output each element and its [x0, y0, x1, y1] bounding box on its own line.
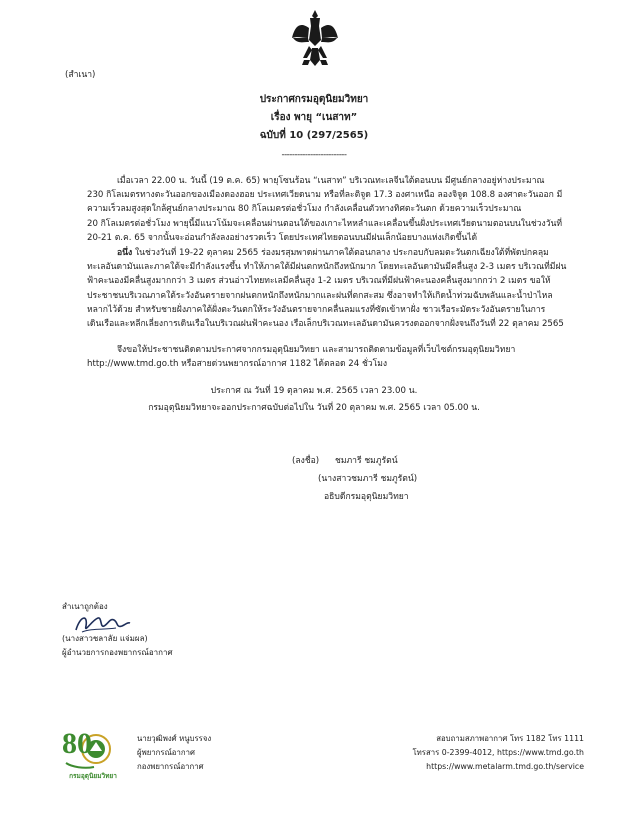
- logo-number: 80: [62, 727, 92, 760]
- certified-label: สำเนาถูกต้อง: [62, 602, 108, 611]
- garuda-emblem: [290, 8, 340, 70]
- announced-datetime: ประกาศ ณ วันที่ 19 ตุลาคม พ.ศ. 2565 เวลา 23.00 น.: [210, 386, 418, 396]
- paragraph-line: ทะเลอันดามันและภาคใต้จะมีกำลังแรงขึ้น ทำให้ภาคใต้มีฝนตกหนักถึงหนักมาก โดยทะเลอันดามันมีคลื่นสูง 2-3 เมตร บริเวณที่มีฝน: [87, 262, 567, 273]
- paragraph-line: เมื่อเวลา 22.00 น. วันนี้ (19 ต.ค. 65) พายุโซนร้อน “เนสาท” บริเวณทะเลจีนใต้ตอนบน มีศูนย์กลางอยู่ห่างประมาณ: [117, 176, 545, 186]
- next-issue-notice: กรมอุตุนิยมวิทยาจะออกประกาศฉบับต่อไปใน วันที่ 20 ตุลาคม พ.ศ. 2565 เวลา 05.00 น.: [148, 403, 480, 413]
- forecaster-name: นายวุฒิพงศ์ หนูบรรจง: [137, 734, 212, 743]
- signatory-position: อธิบดีกรมอุตุนิยมวิทยา: [324, 492, 409, 502]
- title-divider: -------------------------: [281, 150, 347, 160]
- announcement-subject: เรื่อง พายุ “เนสาท”: [270, 112, 358, 123]
- paragraph-line: [87, 246, 567, 260]
- footer-forecaster-block: [137, 732, 211, 774]
- paragraph-line: จึงขอให้ประชาชนติดตามประกาศจากกรมอุตุนิยมวิทยา และสามารถติดตามข้อมูลที่เว็บไซต์กรมอุตุนิยมวิทยา: [117, 345, 516, 355]
- paragraph-line: 20 กิโลเมตรต่อชั่วโมง พายุนี้มีแนวโน้มจะเคลื่อนผ่านตอนใต้ของเกาะไหหลำและเคลื่อนขึ้นฝั่งประเทศเวียดนามตอนบนในช่วงวันที่: [87, 218, 563, 229]
- paragraph-line: 20-21 ต.ค. 65 จากนั้นจะอ่อนกำลังลงอย่างรวดเร็ว โดยประเทศไทยตอนบนมีฝนเล็กน้อยบางแห่งเกิดขึ้นได้: [87, 232, 478, 243]
- signed-name: ชมภารี ชมภูรัตน์: [335, 456, 398, 466]
- copy-mark: (สำเนา): [65, 70, 96, 80]
- forecaster-role: ผู้พยากรณ์อากาศ: [137, 748, 195, 757]
- paragraph-follow-info: [87, 343, 567, 371]
- paragraph-line: http://www.tmd.go.th หรือสายด่วนพยากรณ์อากาศ 1182 ได้ตลอด 24 ชั่วโมง: [87, 359, 388, 370]
- paragraph-line: ความเร็วลมสูงสุดใกล้ศูนย์กลางประมาณ 80 กิโลเมตรต่อชั่วโมง กำลังเคลื่อนตัวทางทิศตะวันตก ด้วยความเร็วประมาณ: [87, 204, 522, 215]
- paragraph-line: เดินเรือและหลีกเลี่ยงการเดินเรือในบริเวณฝนฟ้าคะนอง เรือเล็กบริเวณทะเลอันดามันควรงดออกจากฝั่งจนถึงวันที่ 22 ตุลาคม 2565: [87, 319, 564, 330]
- announcement-issue: ฉบับที่ 10 (297/2565): [259, 130, 369, 141]
- paragraph-storm-status: [87, 174, 567, 245]
- contact-hotline: สอบถามสภาพอากาศ โทร 1182 โทร 1111: [436, 734, 584, 743]
- contact-fax-website[interactable]: โทรสาร 0-2399-4012, https://www.tmd.go.th: [412, 748, 584, 757]
- paragraph-lead: อนึ่ง: [117, 248, 133, 258]
- footer-contact-block: [412, 732, 584, 774]
- signatory-full-name: (นางสาวชมภารี ชมภูรัตน์): [318, 474, 418, 484]
- announcement-title: ประกาศกรมอุตุนิยมวิทยา: [259, 94, 369, 105]
- contact-metalarm-link[interactable]: https://www.metalarm.tmd.go.th/service: [426, 762, 584, 771]
- signed-prefix: (ลงชื่อ): [292, 456, 320, 466]
- paragraph-line-text: ในช่วงวันที่ 19-22 ตุลาคม 2565 ร่องมรสุมพาดผ่านภาคใต้ตอนกลาง ประกอบกับลมตะวันตกเฉียงใต้ที่พัดปกคลุม: [132, 248, 549, 258]
- certified-name: (นางสาวชลาลัย แจ่มผล): [62, 634, 148, 643]
- forecaster-division: กองพยากรณ์อากาศ: [137, 762, 204, 771]
- paragraph-line: หลากไว้ด้วย สำหรับชายฝั่งภาคใต้ฝั่งตะวันตกให้ระวังอันตรายจากคลื่นลมแรงที่ซัดเข้าหาฝั่ง ชาวเรือระมัดระวังอันตรายในการ: [87, 304, 546, 315]
- paragraph-line: ฟ้าคะนองมีคลื่นสูงมากกว่า 3 เมตร ส่วนอ่าวไทยทะเลมีคลื่นสูง 1-2 เมตร บริเวณที่มีฝนฟ้าคะนองคลื่นสูงมากกว่า 2 เมตร ขอให้: [87, 276, 551, 287]
- paragraph-line: 230 กิโลเมตรทางตะวันออกของเมืองดองฮอย ประเทศเวียดนาม หรือที่ละติจูด 17.3 องศาเหนือ ลองจิจูด 108.8 องศาตะวันออก มี: [87, 190, 563, 201]
- paragraph-line: ประชาชนบริเวณภาคใต้ระวังอันตรายจากฝนตกหนักถึงหนักมากและฝนที่ตกสะสม ซึ่งอาจทำให้เกิดน้ำท่วมฉับพลันและน้ำป่าไหล: [87, 290, 553, 301]
- logo-caption: กรมอุตุนิยมวิทยา: [69, 772, 117, 780]
- tmd-80th-logo: [60, 727, 126, 785]
- paragraph-monsoon-warning: [87, 246, 567, 331]
- certified-position: ผู้อำนวยการกองพยากรณ์อากาศ: [62, 648, 173, 657]
